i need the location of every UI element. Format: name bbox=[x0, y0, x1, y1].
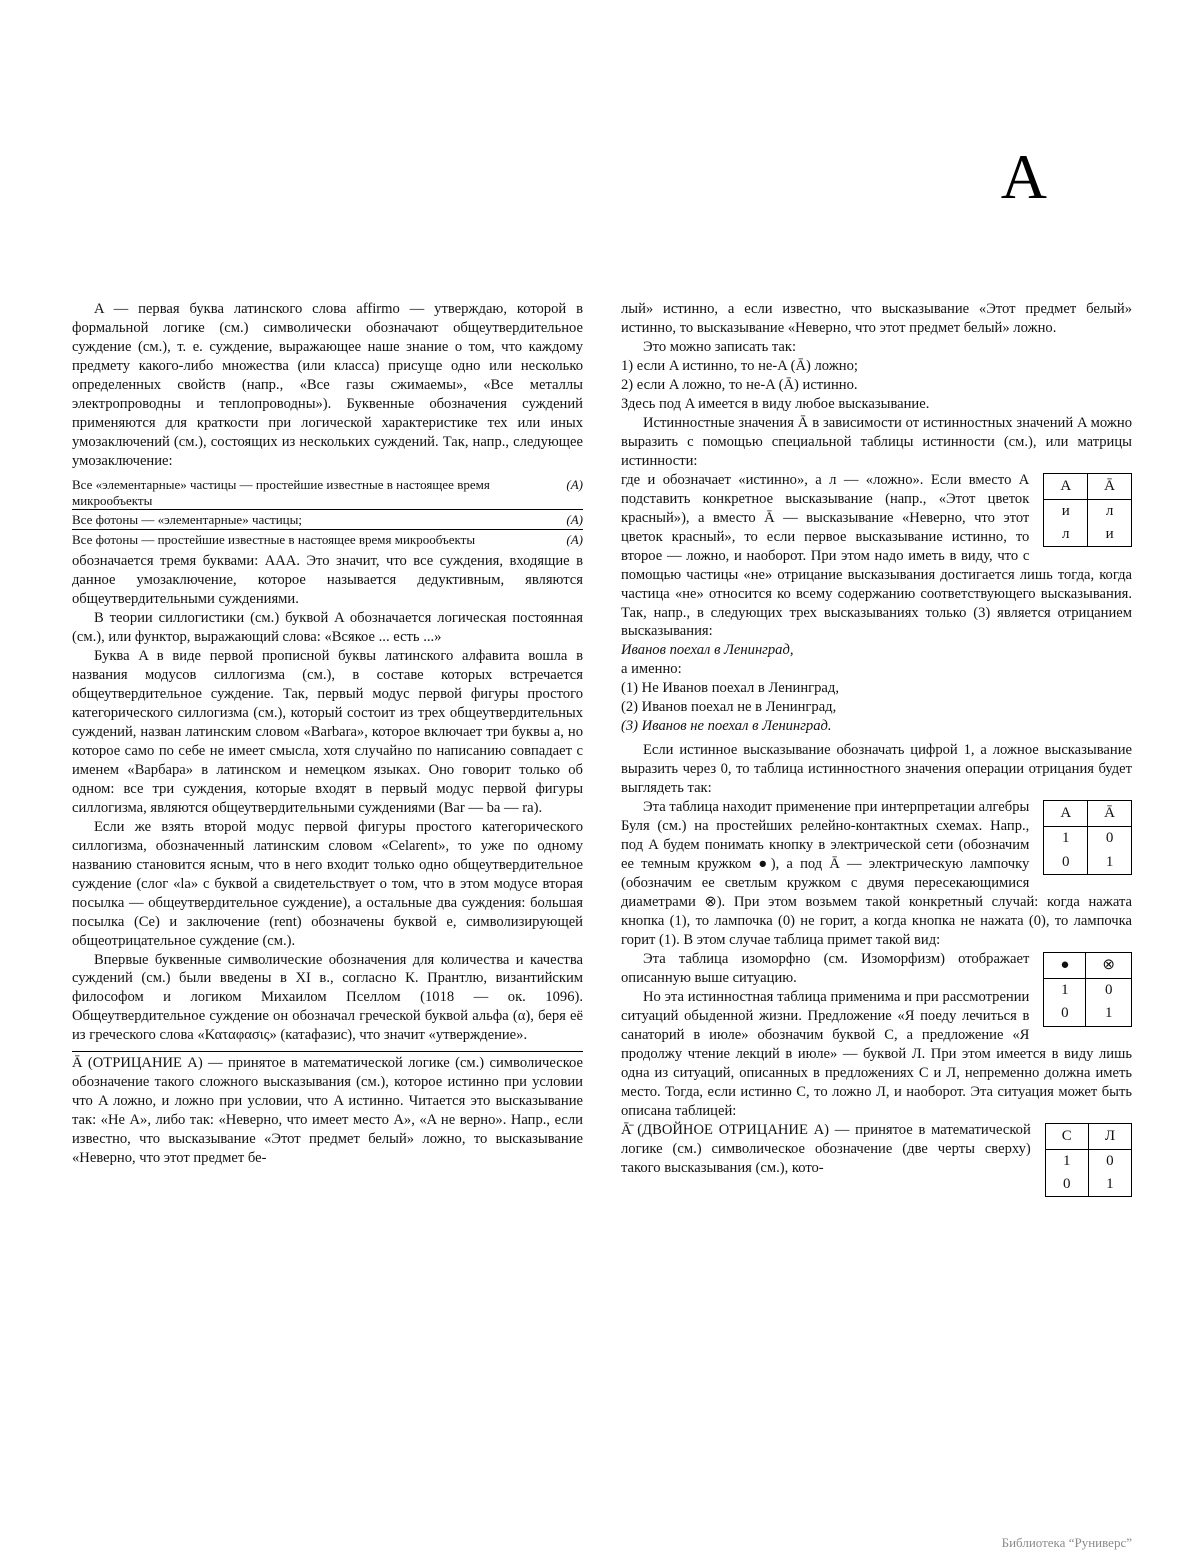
table-header-cell: A bbox=[1044, 473, 1088, 499]
table-row bbox=[1044, 523, 1132, 547]
table-cell: 0 bbox=[1106, 1152, 1114, 1169]
table-cell: 1 bbox=[1104, 1005, 1113, 1022]
right-column bbox=[621, 300, 1132, 1201]
divider bbox=[72, 1051, 583, 1052]
entry-negation: Ā (ОТРИЦАНИЕ A) — принятое в математической логике (см.) символическое обозначение такого сложного высказывания (см.), которое истинно при условии что A ложно, и ложно при условии, что A истинно. Читается это высказывание так: «Не A», либо так: «Неверно, что имеет место A», «A не верно». Напр., если известно, что высказывание «Этот предмет белый» ложно, то высказывание «Неверно, что этот предмет бе- bbox=[72, 1055, 583, 1167]
paragraph: В теории силлогистики (см.) буквой A обозначается логическая постоянная (см.), или функтор, выражающий слова: «Всякое ... есть ...» bbox=[72, 610, 583, 646]
paragraph: Истинностные значения Ā в зависимости от истинностных значений A можно выразить с помощью специальной таблицы истинности (см.), или матрицы истинности: bbox=[621, 414, 1132, 469]
paragraph: Впервые буквенные символические обозначения для количества и качества суждений (см.) были введены в XI в., согласно К. Прантлю, византийским философом и логиком Михаилом Пселлом (1018 — ок. 1096). Общеутвердительное суждение он обозначал греческой буквой альфа (α), беря её из греческого слова «Καταφασις» (катафазис), что значит «утверждение». bbox=[72, 951, 583, 1044]
table-cell: 0 bbox=[1044, 851, 1088, 875]
syllogism-tag-1: (A) bbox=[566, 476, 583, 492]
divider bbox=[72, 509, 583, 510]
paragraph: Если же взять второй модус первой фигуры простого категорического силлогизма, обозначенный латинским словом «Celarent», то уже по одному названию становится ясным, что в него входит только одно общеутвердительное суждение (слог «la» с буквой a свидетельствует о том, что в этом модусе вторая посылка — общеутвердительное суждение), а остальные два суждения: большая посылка (Ce) и заключение (rent) обозначены буквой e, символизирующей общеотрицательное суждение (см.). bbox=[72, 818, 583, 949]
truth-table-1 bbox=[1043, 473, 1132, 548]
paragraph: Буква A в виде первой прописной буквы латинского алфавита вошла в названия модусов силлогизма (см.), в составе которых встречается общеутвердительное суждение. Так, первый модус первой фигуры простого категорического силлогизма (см.), который состоит из трех общеутвердительных суждений, назван латинским словом «Barbara», которое включает три буквы a, но которое само по себе не имеет смысла, хотя случайно по написанию совпадает с именем «Варбара» в латинском и немецком языках. Оно говорит только об одном: все три суждения, которые входят в первый модус первой фигуры силлогизма, являются общеутвердительными суждениями (Bar — ba — ra). bbox=[72, 648, 583, 816]
table-header-cell: Ā bbox=[1088, 801, 1132, 827]
table-header-cell: Л bbox=[1088, 1123, 1131, 1149]
page-title: A bbox=[1000, 141, 1048, 212]
entry-double-negation: Ā̄ (ДВОЙНОЕ ОТРИЦАНИЕ A) — принятое в математической логике (см.) символическое обозначение (две черты сверху) такого высказывания (см.), кото- bbox=[621, 1121, 1031, 1176]
table-cell: 0 bbox=[1105, 830, 1114, 847]
left-column bbox=[72, 300, 583, 1201]
paragraph: Эта таблица изоморфно (см. Изоморфизм) отображает описанную выше ситуацию. bbox=[621, 950, 1030, 986]
footer-credit: Библиотека “Руниверс” bbox=[1001, 1535, 1132, 1550]
table-cell: 1 bbox=[1106, 1176, 1114, 1193]
list-item: (3) Иванов не поехал в Ленинград. bbox=[621, 718, 832, 735]
table-cell: 1 bbox=[1045, 1149, 1088, 1173]
truth-table-2 bbox=[1043, 800, 1132, 875]
table-header-cell: C bbox=[1045, 1123, 1088, 1149]
paragraph: а именно: bbox=[621, 661, 682, 678]
syllogism-tag-2: (A) bbox=[566, 512, 583, 528]
table-cell: 0 bbox=[1045, 1173, 1088, 1197]
list-item: 1) если A истинно, то не-A (Ā) ложно; bbox=[621, 357, 858, 374]
table-cell: 1 bbox=[1105, 853, 1114, 870]
table-row bbox=[1045, 1173, 1131, 1197]
table-row bbox=[1045, 1149, 1131, 1173]
paragraph: Это можно записать так: bbox=[643, 338, 797, 355]
divider bbox=[72, 529, 583, 530]
paragraph: A — первая буква латинского слова affirmo — утверждаю, которой в формальной логике (см.) символически обозначают общеутвердительное суждение (см.), т. е. суждение, выражающее наше знание о том, что каждому предмету какого-либо множества (или класса) присуще одно или несколько определенных свойств (напр., «Все газы сжимаемы», «Все металлы электропроводны и теплопроводны»). Буквенные обозначения суждений применяются для краткости при логической характеристике тех или иных умозаключений (см.), состоящих из нескольких суждений. Так, напр., следующее умозаключение: bbox=[72, 301, 583, 469]
paragraph: Но эта истинностная таблица применима и при рассмотрении ситуаций обыденной жизни. Предложение «Я поеду лечиться в санаторий в июле» обозначим буквой C, а предложение «Я продолжу чтение лекций в июле» — буквой Л. При этом имеется в виду лишь одна из ситуаций, описанных в предложениях C и Л, непременно должна иметь место. Тогда, если истинно C, то ложно Л, и наоборот. Эта ситуация может быть описана таблицей: bbox=[621, 988, 1132, 1119]
table-row bbox=[1044, 851, 1132, 875]
table-row bbox=[1044, 979, 1132, 1003]
table-header-cell: Ā bbox=[1088, 473, 1132, 499]
table-cell: и bbox=[1044, 499, 1088, 523]
syllogism-tag-3: (A) bbox=[566, 532, 583, 548]
example-statement: Иванов поехал в Ленинград, bbox=[621, 642, 794, 659]
table-row bbox=[1044, 827, 1132, 851]
table-header-cell-button-icon: ● bbox=[1044, 952, 1086, 978]
table-row bbox=[1044, 499, 1132, 523]
table-cell: л bbox=[1044, 523, 1088, 547]
paragraph: лый» истинно, а если известно, что высказывание «Этот предмет белый» истинно, то высказывание «Неверно, что этот предмет белый» ложно. bbox=[621, 301, 1132, 336]
paragraph: Здесь под A имеется в виду любое высказывание. bbox=[621, 395, 930, 412]
table-cell: 0 bbox=[1044, 1002, 1086, 1026]
table-header-cell: A bbox=[1044, 801, 1088, 827]
truth-table-3 bbox=[1043, 952, 1132, 1027]
syllogism-conclusion: Все фотоны — простейшие известные в настоящее время микрообъекты bbox=[72, 532, 476, 548]
paragraph: обозначается тремя буквами: AAA. Это значит, что все суждения, входящие в данное умозаключение, которое называется дедуктивным, являются общеутвердительными суждениями. bbox=[72, 553, 583, 608]
truth-table-4 bbox=[1045, 1123, 1132, 1198]
table-header-cell-lamp-icon: ⊗ bbox=[1086, 952, 1132, 978]
table-cell: 1 bbox=[1044, 979, 1086, 1003]
list-item: 2) если A ложно, то не-A (Ā) истинно. bbox=[621, 376, 858, 393]
table-cell: и bbox=[1105, 526, 1114, 543]
syllogism-premise-2: Все фотоны — «элементарные» частицы; bbox=[72, 512, 302, 528]
paragraph: Если истинное высказывание обозначать цифрой 1, а ложное высказывание выразить через 0, то таблица истинностного значения операции отрицания будет выглядеть так: bbox=[621, 742, 1132, 797]
table-cell: л bbox=[1105, 502, 1114, 519]
two-column-body bbox=[72, 300, 1132, 1201]
paragraph: Эта таблица находит применение при интерпретации алгебры Буля (см.) на простейших релейно-контактных схемах. Напр., под A будем понимать кнопку в электрической сети (обозначим ее темным кружком ●), а под Ā — электрическую лампочку (обозначим ее светлым кружком с двумя пересекающимися диаметрами ⊗). При этом возьмем такой конкретный случай: когда нажата кнопка (1), то лампочка (0) не горит, а когда кнопка не нажата (0), то лампочка горит (1). В этом случае таблица примет такой вид: bbox=[621, 799, 1132, 948]
list-item: (2) Иванов поехал не в Ленинград, bbox=[621, 699, 837, 716]
table-cell: 1 bbox=[1044, 827, 1088, 851]
list-item: (1) Не Иванов поехал в Ленинград, bbox=[621, 680, 839, 697]
table-cell: 0 bbox=[1104, 982, 1113, 999]
table-row bbox=[1044, 1002, 1132, 1026]
syllogism-premise-1: Все «элементарные» частицы — простейшие известные в настоящее время микрообъекты bbox=[72, 476, 490, 508]
paragraph: где и обозначает «истинно», а л — «ложно». Если вместо A подставить конкретное высказывание (напр., «Этот цветок красный»), а вместо Ā — высказывание «Неверно, что этот цветок красный», то если первое высказывание истинно, то второе — ложно, и наоборот. При этом надо иметь в виду, что с помощью частицы «не» отрицание высказывания достигается лишь тогда, когда частица «не» относится ко всему содержанию соответствующего высказывания. Так, напр., в следующих трех высказываниях только (3) является отрицанием высказывания: bbox=[621, 471, 1132, 640]
syllogism-block bbox=[72, 477, 583, 548]
